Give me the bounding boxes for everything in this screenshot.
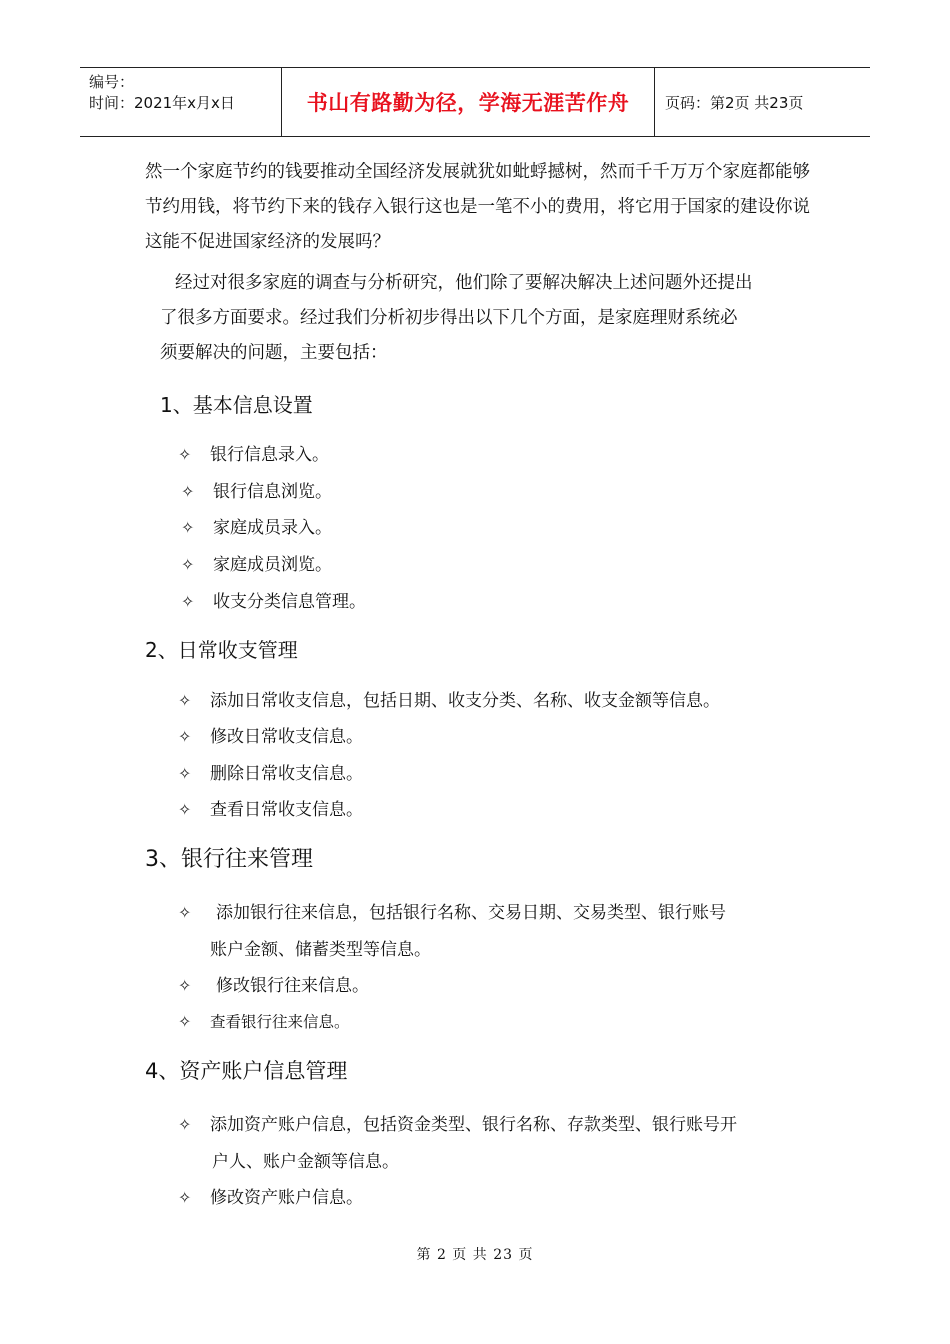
list-item: ✧ 查看银行往来信息。 bbox=[178, 1007, 350, 1037]
header-slogan-cell bbox=[282, 68, 655, 136]
section-heading-4: 4、资产账户信息管理 bbox=[145, 1059, 348, 1083]
paragraph-intro: 然一个家庭节约的钱要推动全国经济发展就犹如蚍蜉撼树，然而千千万万个家庭都能够节约用钱，将节约下来的钱存入银行这也是一笔不小的费用，将它用于国家的建设你说这能不促进国家经济的发展吗？ bbox=[145, 162, 810, 252]
list-item: ✧ 收支分类信息管理。 bbox=[181, 587, 366, 617]
bullet-icon: ✧ bbox=[181, 555, 195, 574]
list-item: ✧ 家庭成员录入。 bbox=[181, 513, 332, 543]
page-footer: 第 2 页 共 23 页 bbox=[416, 1247, 534, 1263]
page-info: 页码：第2页 共23页 bbox=[665, 93, 804, 112]
bullet-icon: ✧ bbox=[178, 727, 192, 746]
bullet-icon: ✧ bbox=[178, 691, 192, 710]
header-page-info bbox=[655, 68, 870, 136]
list-item-continuation: 账户金额、储蓄类型等信息。 bbox=[210, 940, 431, 960]
bullet-icon: ✧ bbox=[178, 1188, 192, 1207]
bullet-icon: ✧ bbox=[178, 1115, 192, 1134]
list-item: ✧ 添加日常收支信息，包括日期、收支分类、名称、收支金额等信息。 bbox=[178, 686, 720, 716]
list-item: ✧ 删除日常收支信息。 bbox=[178, 759, 363, 789]
bullet-icon: ✧ bbox=[181, 518, 195, 537]
slogan: 书山有路勤为径，学海无涯苦作舟 bbox=[306, 91, 630, 115]
list-item: ✧ 添加银行往来信息，包括银行名称、交易日期、交易类型、银行账号 bbox=[178, 898, 726, 928]
section-heading-2: 2、日常收支管理 bbox=[145, 638, 298, 662]
list-item: ✧ 家庭成员浏览。 bbox=[181, 550, 332, 580]
header-meta bbox=[80, 68, 282, 136]
list-item: ✧ 修改日常收支信息。 bbox=[178, 722, 363, 752]
list-item-continuation: 户人、账户金额等信息。 bbox=[212, 1152, 399, 1172]
bullet-icon: ✧ bbox=[178, 976, 192, 995]
paragraph-line: 须要解决的问题，主要包括： bbox=[160, 343, 388, 363]
paragraph-line: 了很多方面要求。经过我们分析初步得出以下几个方面，是家庭理财系统必 bbox=[160, 308, 738, 328]
time-label: 时间：2021年x月x日 bbox=[89, 94, 235, 112]
list-item: ✧ 修改银行往来信息。 bbox=[178, 971, 369, 1001]
bullet-icon: ✧ bbox=[178, 903, 192, 922]
bullet-icon: ✧ bbox=[178, 1012, 192, 1031]
section-heading-3: 3、银行往来管理 bbox=[145, 847, 314, 872]
bullet-icon: ✧ bbox=[178, 445, 192, 464]
paragraph-requirements bbox=[145, 266, 815, 371]
bullet-icon: ✧ bbox=[178, 764, 192, 783]
bullet-icon: ✧ bbox=[181, 482, 195, 501]
list-item: ✧ 查看日常收支信息。 bbox=[178, 795, 363, 825]
paragraph-line: 经过对很多家庭的调查与分析研究，他们除了要解决解决上述问题外还提出 bbox=[175, 273, 753, 293]
page-header bbox=[80, 67, 870, 137]
bullet-icon: ✧ bbox=[181, 592, 195, 611]
list-item: ✧ 银行信息浏览。 bbox=[181, 477, 332, 507]
bullet-icon: ✧ bbox=[178, 800, 192, 819]
section-heading-1: 1、基本信息设置 bbox=[160, 393, 313, 417]
list-item: ✧ 修改资产账户信息。 bbox=[178, 1183, 363, 1213]
code-label: 编号： bbox=[89, 73, 135, 91]
list-item: ✧ 银行信息录入。 bbox=[178, 440, 329, 470]
list-item: ✧ 添加资产账户信息，包括资金类型、银行名称、存款类型、银行账号开 bbox=[178, 1110, 737, 1140]
